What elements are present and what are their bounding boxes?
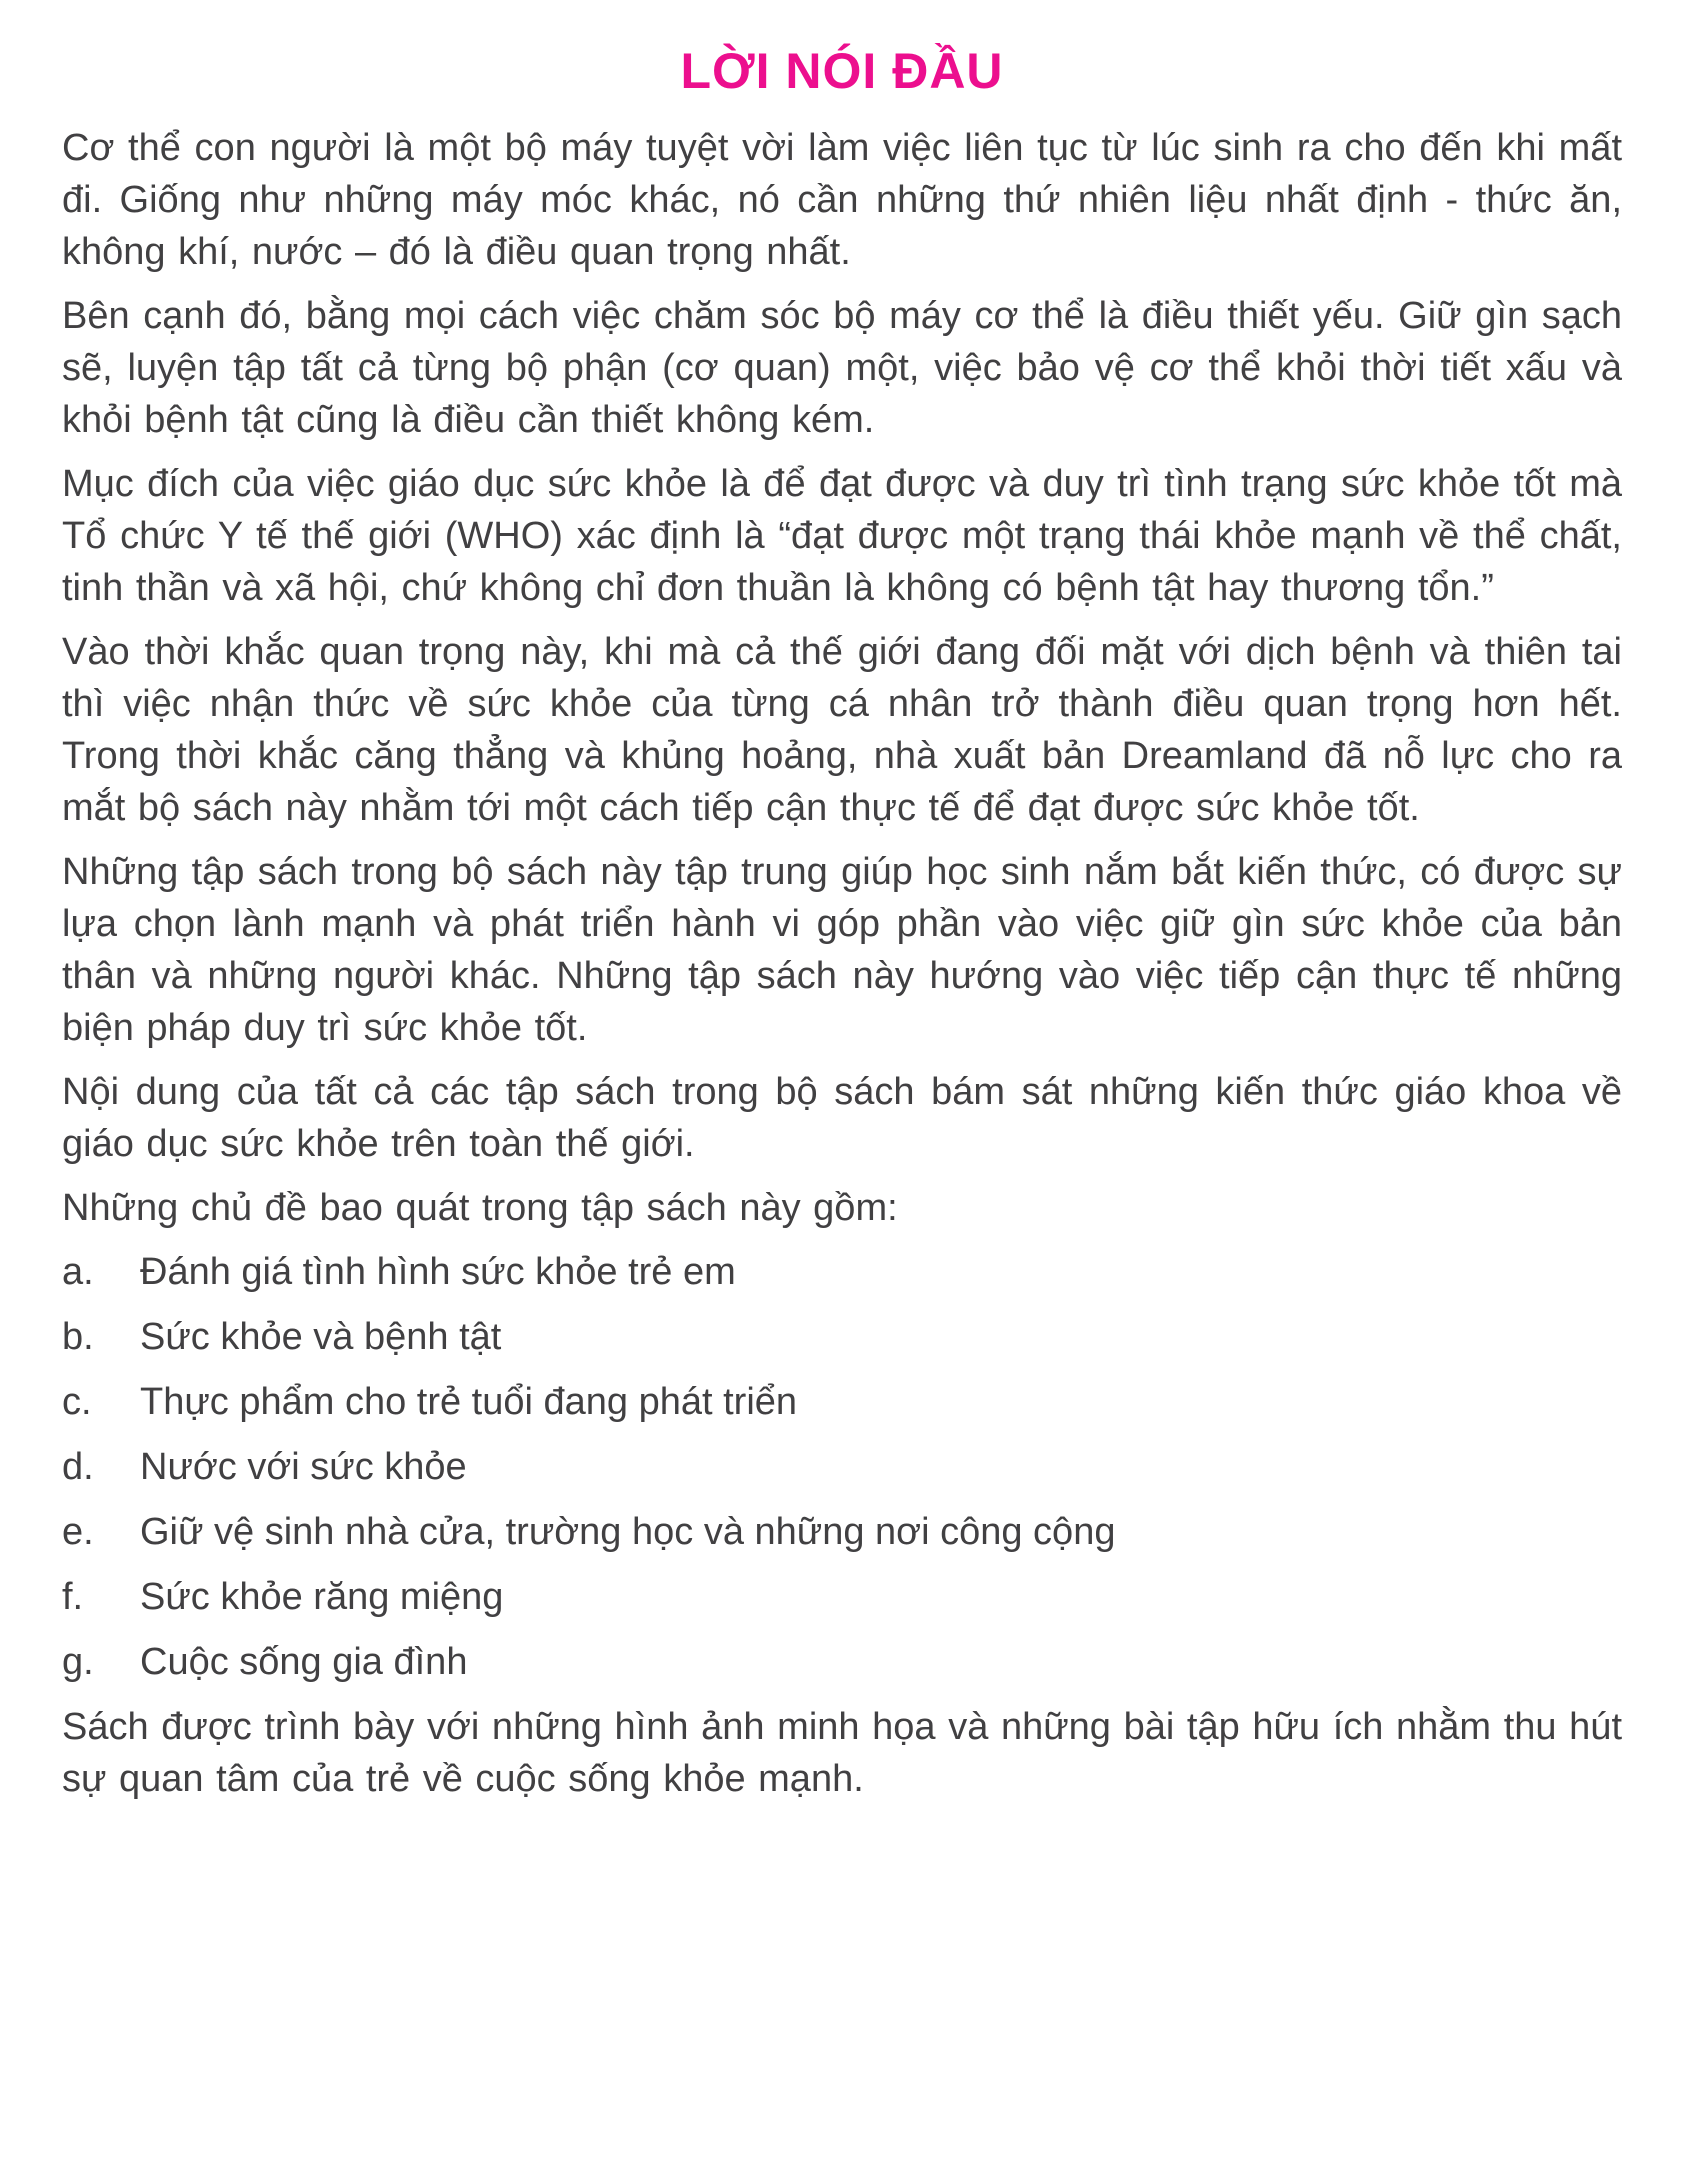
paragraph-body-care: Bên cạnh đó, bằng mọi cách việc chăm sóc bộ máy cơ thể là điều thiết yếu. Giữ gìn sạch sẽ, luyện tập tất cả từng bộ phận (cơ quan) một, việc bảo vệ cơ thể khỏi thời tiết xấu và khỏi bệnh tật cũng là điều cần thiết không kém.	[62, 295, 1622, 441]
list-item-marker: c.	[62, 1381, 92, 1423]
list-item-text: Sức khỏe và bệnh tật	[140, 1316, 502, 1358]
paragraph-health-education: Mục đích của việc giáo dục sức khỏe là để đạt được và duy trì tình trạng sức khỏe tốt mà Tổ chức Y tế thế giới (WHO) xác định là “đạt được một trạng thái khỏe mạnh về thể chất, tinh thần và xã hội, chứ không chỉ đơn thuần là không có bệnh tật hay thương tổn.”	[62, 463, 1622, 609]
paragraph-current-times: Vào thời khắc quan trọng này, khi mà cả thế giới đang đối mặt với dịch bệnh và thiên tai thì việc nhận thức về sức khỏe của từng cá nhân trở thành điều quan trọng hơn hết. Trong thời khắc căng thẳng và khủng hoảng, nhà xuất bản Dreamland đã nỗ lực cho ra mắt bộ sách này nhằm tới một cách tiếp cận thực tế để đạt được sức khỏe tốt.	[62, 631, 1622, 829]
topics-list	[62, 1246, 1622, 1688]
list-item-text: Sức khỏe răng miệng	[140, 1576, 504, 1618]
paragraph-content-basis: Nội dung của tất cả các tập sách trong bộ sách bám sát những kiến thức giáo khoa về giáo dục sức khỏe trên toàn thế giới.	[62, 1071, 1622, 1165]
list-item-marker: e.	[62, 1511, 94, 1553]
paragraph-book-series: Những tập sách trong bộ sách này tập trung giúp học sinh nắm bắt kiến thức, có được sự lựa chọn lành mạnh và phát triển hành vi góp phần vào việc giữ gìn sức khỏe của bản thân và những người khác. Những tập sách này hướng vào việc tiếp cận thực tế những biện pháp duy trì sức khỏe tốt.	[62, 851, 1622, 1049]
list-item	[62, 1246, 1622, 1298]
list-item-text: Đánh giá tình hình sức khỏe trẻ em	[140, 1251, 736, 1293]
list-item	[62, 1571, 1622, 1623]
list-item-marker: b.	[62, 1316, 94, 1358]
list-item-marker: a.	[62, 1251, 94, 1293]
list-item	[62, 1441, 1622, 1493]
closing-paragraph: Sách được trình bày với những hình ảnh minh họa và những bài tập hữu ích nhằm thu hút sự quan tâm của trẻ về cuộc sống khỏe mạnh.	[62, 1706, 1622, 1800]
list-item	[62, 1506, 1622, 1558]
list-item-marker: d.	[62, 1446, 94, 1488]
list-item-text: Giữ vệ sinh nhà cửa, trường học và những nơi công cộng	[140, 1511, 1116, 1553]
list-item	[62, 1376, 1622, 1428]
list-item-text: Thực phẩm cho trẻ tuổi đang phát triển	[140, 1381, 798, 1423]
list-item-text: Cuộc sống gia đình	[140, 1641, 468, 1683]
list-item	[62, 1636, 1622, 1688]
topics-list-intro: Những chủ đề bao quát trong tập sách này gồm:	[62, 1187, 898, 1229]
list-item-text: Nước với sức khỏe	[140, 1446, 467, 1488]
list-item-marker: g.	[62, 1641, 94, 1683]
list-item-marker: f.	[62, 1576, 84, 1618]
page-title: LỜI NÓI ĐẦU	[680, 43, 1004, 99]
list-item	[62, 1311, 1622, 1363]
paragraph-body-machine: Cơ thể con người là một bộ máy tuyệt vời làm việc liên tục từ lúc sinh ra cho đến khi mất đi. Giống như những máy móc khác, nó cần những thứ nhiên liệu nhất định - thức ăn, không khí, nước – đó là điều quan trọng nhất.	[62, 127, 1622, 273]
